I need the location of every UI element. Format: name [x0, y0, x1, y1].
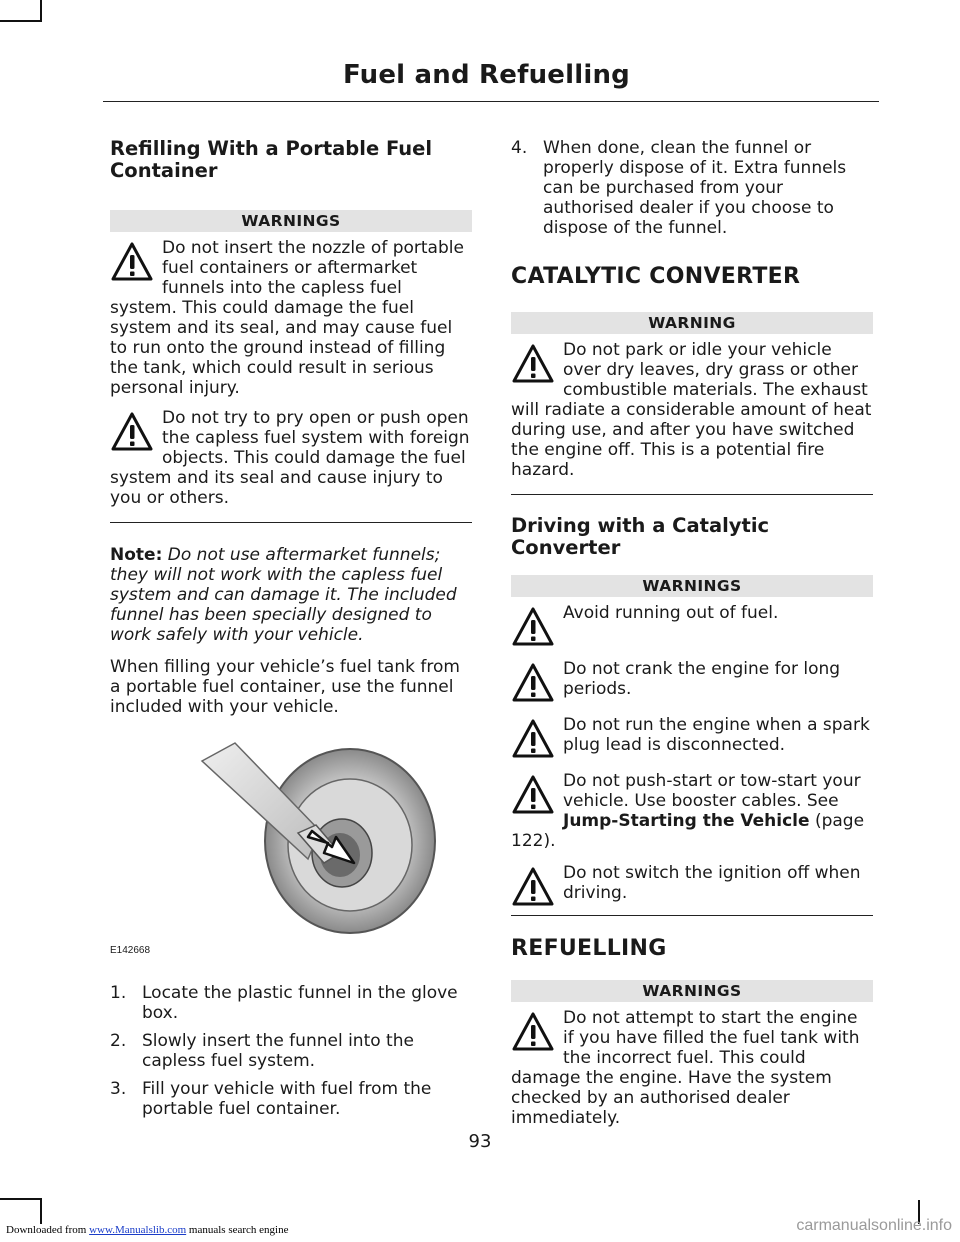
crop-mark	[40, 1198, 42, 1224]
figure-id: E142668	[110, 945, 151, 956]
warning-triangle-icon	[511, 1010, 555, 1054]
warning-triangle-icon	[511, 661, 555, 705]
warning-text: Do not try to pry open or push open the capless fuel system with foreign objects. This could damage the fuel system and its seal and cause injury to you or others.	[110, 408, 470, 508]
steps-list	[110, 983, 472, 1119]
warning-triangle-icon	[110, 240, 154, 284]
warning-item	[110, 238, 472, 398]
note-paragraph	[110, 545, 472, 645]
crop-mark	[40, 0, 42, 20]
header-divider	[103, 101, 879, 102]
warning-text: Avoid running out of fuel.	[563, 603, 779, 623]
warning-text: Do not run the engine when a spark plug lead is disconnected.	[563, 715, 870, 755]
warning-triangle-icon	[511, 605, 555, 649]
warning-banner: WARNING	[511, 312, 873, 334]
section-heading-catalytic-converter: CATALYTIC CONVERTER	[511, 264, 801, 289]
warning-triangle-icon	[511, 773, 555, 817]
right-column	[511, 138, 873, 1128]
list-item: 1. Locate the plastic funnel in the glove box.	[110, 983, 458, 1023]
cross-reference-link[interactable]: Jump-Starting the Vehicle	[563, 811, 810, 831]
warnings-banner: WARNINGS	[110, 210, 472, 232]
note-text: Do not use aftermarket funnels; they will not work with the capless fuel system and can damage it. The included funnel has been specially designed to work safely with your vehicle.	[110, 545, 457, 645]
warning-triangle-icon	[511, 865, 555, 909]
list-item: 3. Fill your vehicle with fuel from the portable fuel container.	[110, 1079, 432, 1119]
section-heading-portable-fuel: Refilling With a Portable Fuel Container	[110, 137, 433, 182]
warnings-banner: WARNINGS	[511, 980, 873, 1002]
section-heading-driving-catalytic: Driving with a Catalytic Converter	[511, 514, 770, 559]
funnel-insertion-diagram	[110, 741, 472, 941]
warning-item	[511, 659, 873, 711]
page-number: 93	[468, 1131, 492, 1152]
warning-item	[511, 863, 873, 903]
watermark: carmanualsonline.info	[796, 1217, 952, 1234]
crop-mark	[0, 1198, 42, 1200]
manualslib-link[interactable]: www.Manualslib.com	[89, 1224, 187, 1236]
list-item: 2. Slowly insert the funnel into the capless fuel system.	[110, 1031, 414, 1071]
warning-triangle-icon	[511, 717, 555, 761]
warning-item	[511, 771, 873, 851]
warnings-banner: WARNINGS	[511, 575, 873, 597]
intro-paragraph: When filling your vehicle’s fuel tank from a portable fuel container, use the funnel included with your vehicle.	[110, 657, 460, 717]
warning-item	[511, 1008, 873, 1128]
funnel-illustration	[110, 741, 472, 961]
warning-triangle-icon	[511, 342, 555, 386]
warning-item	[511, 340, 873, 480]
warning-item	[511, 603, 873, 655]
warning-triangle-icon	[110, 410, 154, 454]
warning-item	[110, 408, 472, 508]
crop-mark	[0, 20, 42, 22]
note-label: Note:	[110, 545, 163, 565]
warning-text: Do not park or idle your vehicle over dry leaves, dry grass or other combustible materials. The exhaust will radiate a considerable amount of heat during use, and after you have switched the engine off. This is a potential fire hazard.	[511, 340, 872, 480]
section-heading-refuelling: REFUELLING	[511, 936, 667, 961]
page-header-title: Fuel and Refuelling	[342, 60, 630, 90]
list-item: 4. When done, clean the funnel or properly dispose of it. Extra funnels can be purchased from your authorised dealer if you choose to dispose of the funnel.	[511, 138, 847, 238]
download-source-footer: Downloaded from www.Manualslib.com manuals search engine	[6, 1224, 289, 1236]
warning-text: Do not attempt to start the engine if you have filled the fuel tank with the incorrect fuel. This could damage the engine. Have the system checked by an authorised dealer immediately.	[511, 1008, 860, 1128]
warning-text: Do not push-start or tow-start your vehicle. Use booster cables. See Jump-Starting the Vehicle (page 122).	[511, 771, 865, 851]
warning-text: Do not switch the ignition off when driving.	[563, 863, 861, 903]
steps-list-continued	[511, 138, 873, 238]
warning-item	[511, 715, 873, 767]
warning-text: Do not crank the engine for long periods.	[563, 659, 841, 699]
warning-text: Do not insert the nozzle of portable fuel containers or aftermarket funnels into the capless fuel system. This could damage the fuel system and its seal, and may cause fuel to run onto the ground instead of filling the tank, which could result in serious personal injury.	[110, 238, 464, 398]
left-column	[110, 138, 472, 1127]
